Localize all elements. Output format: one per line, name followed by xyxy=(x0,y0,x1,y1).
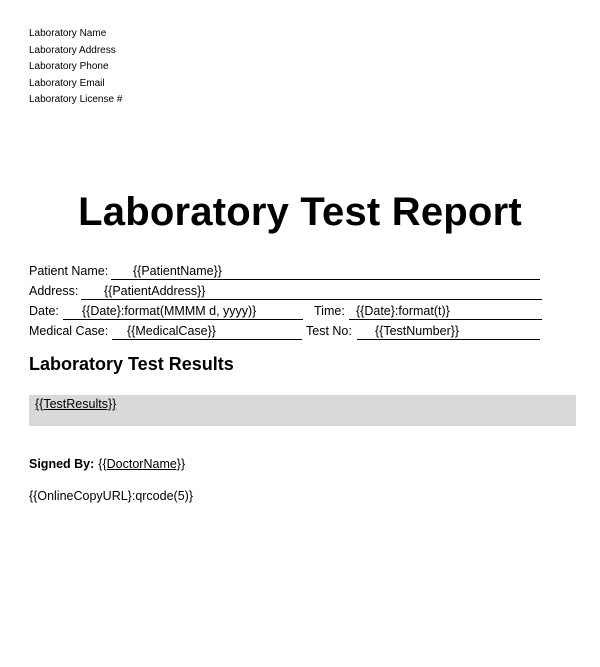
signature-row xyxy=(29,457,185,471)
laboratory-email: Laboratory Email xyxy=(29,77,105,89)
laboratory-address: Laboratory Address xyxy=(29,44,116,56)
report-title: Laboratory Test Report xyxy=(78,190,522,234)
signed-by-label: Signed By: xyxy=(29,457,95,471)
patient-name-value: {{PatientName}} xyxy=(133,264,222,278)
date-label: Date: xyxy=(29,304,59,318)
medical-case-value: {{MedicalCase}} xyxy=(127,324,216,338)
test-no-label: Test No: xyxy=(306,324,352,338)
time-value: {{Date}:format(t)} xyxy=(356,304,450,318)
address-row xyxy=(29,282,549,300)
address-value: {{PatientAddress}} xyxy=(104,284,206,298)
patient-name-label: Patient Name: xyxy=(29,264,109,278)
medical-case-label: Medical Case: xyxy=(29,324,109,338)
laboratory-license: Laboratory License # xyxy=(29,94,123,105)
laboratory-info-block xyxy=(29,26,122,109)
test-results-placeholder: {{TestResults}} xyxy=(35,397,117,411)
date-value: {{Date}:format(MMMM d, yyyy)} xyxy=(82,304,257,318)
address-label: Address: xyxy=(29,284,79,298)
medical-case-row xyxy=(29,322,549,340)
laboratory-name: Laboratory Name xyxy=(29,28,107,39)
date-time-row xyxy=(29,302,549,320)
online-copy-qrcode-placeholder: {{OnlineCopyURL}:qrcode(5)} xyxy=(29,489,193,503)
doctor-name-value: {{DoctorName}} xyxy=(98,457,186,471)
test-results-heading: Laboratory Test Results xyxy=(29,354,234,374)
test-no-value: {{TestNumber}} xyxy=(375,324,460,338)
test-results-box xyxy=(29,395,576,426)
patient-name-row xyxy=(29,262,549,280)
laboratory-phone: Laboratory Phone xyxy=(29,61,109,72)
time-label: Time: xyxy=(314,304,345,318)
